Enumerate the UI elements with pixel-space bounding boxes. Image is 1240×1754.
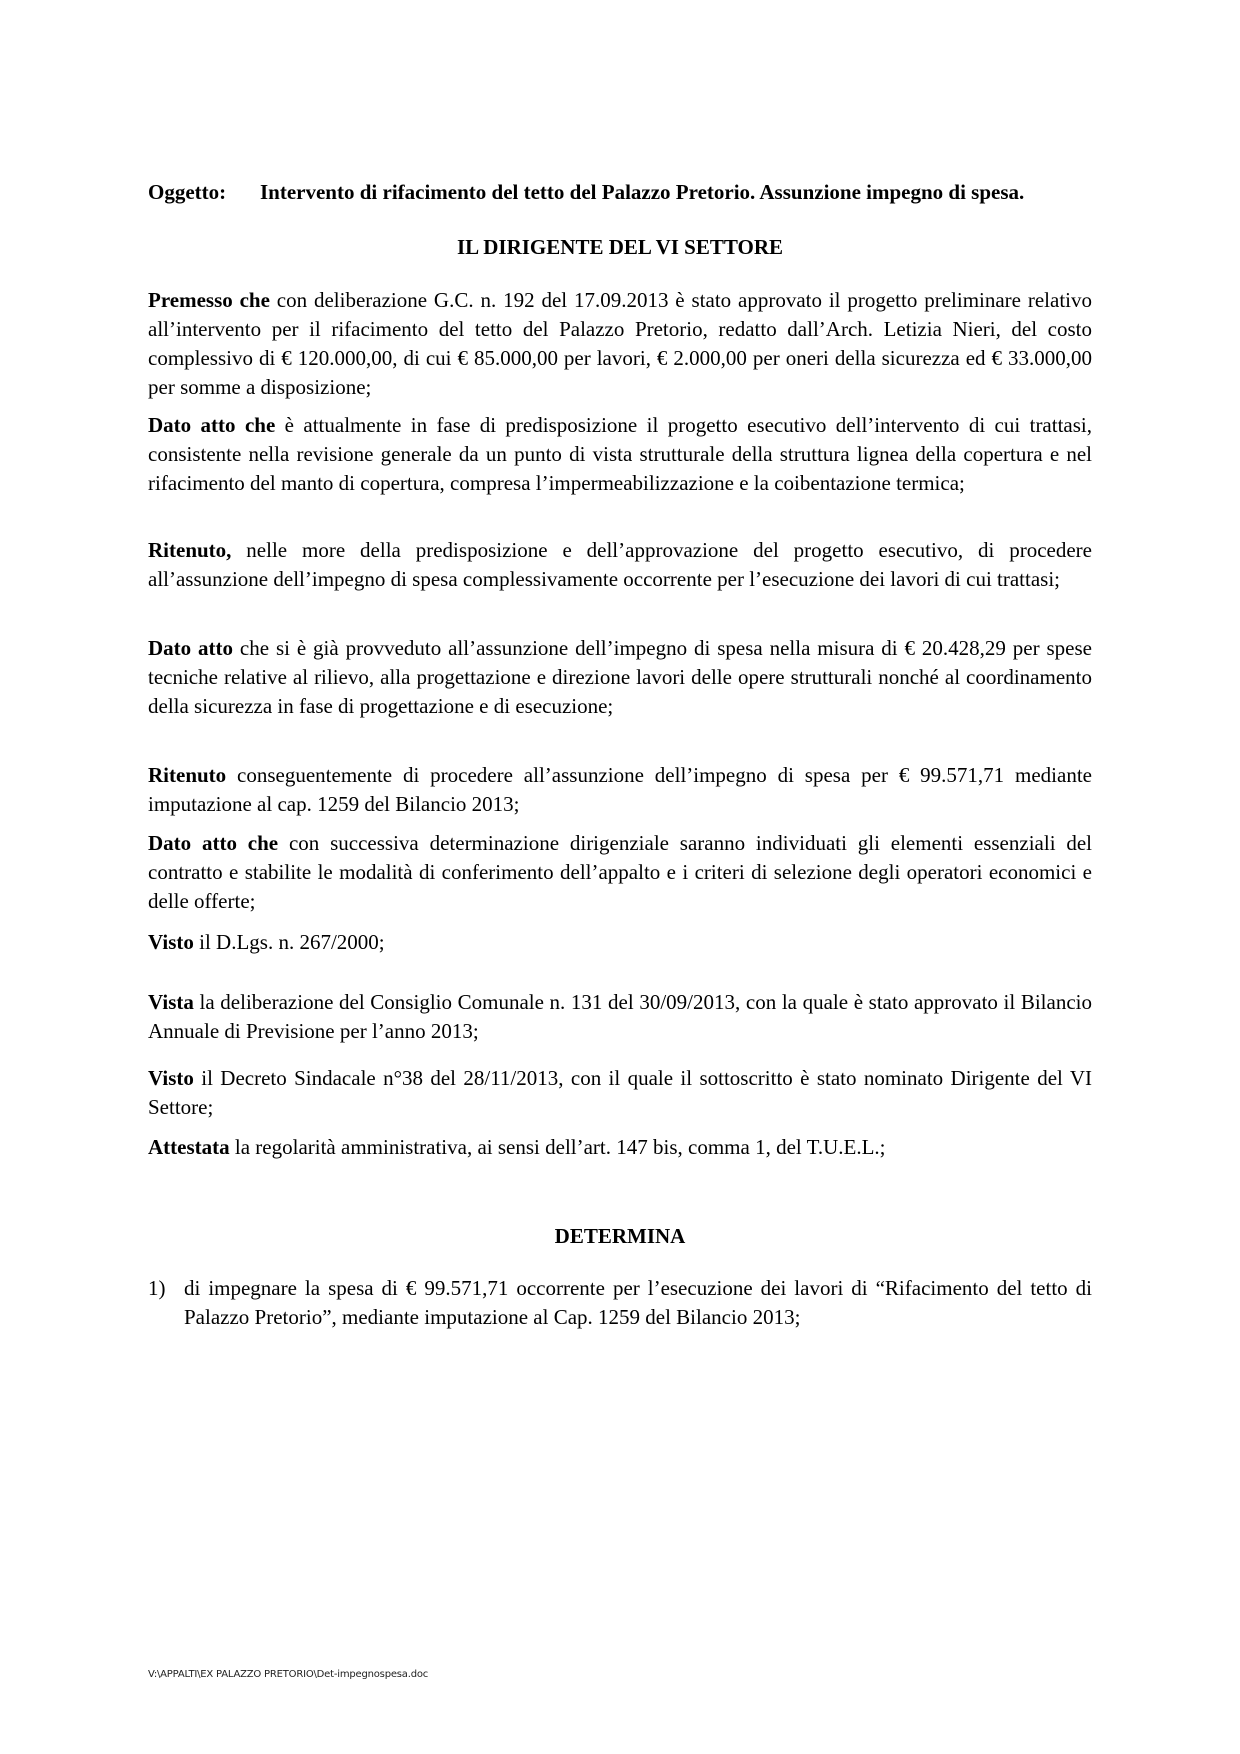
paragraph-dato-atto-1 — [148, 411, 1092, 498]
paragraph-text: con deliberazione G.C. n. 192 del 17.09.2013 è stato approvato il progetto preliminare relativo all’intervento per il rifacimento del tetto del Palazzo Pretorio, redatto dall’Arch. Letizia Nieri, del costo complessivo di € 120.000,00, di cui € 85.000,00 per lavori, € 2.000,00 per oneri della sicurezza ed € 33.000,00 per somme a disposizione; — [148, 288, 1092, 399]
paragraph-lead: Dato atto che — [148, 413, 276, 437]
subject-label: Oggetto: — [148, 180, 227, 204]
paragraph-ritenuto-1 — [148, 536, 1092, 594]
paragraph-lead: Dato atto — [148, 636, 234, 660]
paragraph-text: il D.Lgs. n. 267/2000; — [193, 930, 385, 954]
paragraph-visto-dlgs — [148, 928, 1092, 957]
paragraph-text: la regolarità amministrativa, ai sensi dell’art. 147 bis, comma 1, del T.U.E.L.; — [229, 1135, 886, 1159]
paragraph-ritenuto-2 — [148, 761, 1092, 819]
paragraph-vista-deliberazione — [148, 988, 1092, 1046]
determina-item-1 — [148, 1274, 1092, 1332]
paragraph-text: il Decreto Sindacale n°38 del 28/11/2013, con il quale il sottoscritto è stato nominato Dirigente del VI Settore; — [148, 1066, 1092, 1119]
footer-file-path: V:\APPALTI\EX PALAZZO PRETORIO\Det-impegnospesa.doc — [148, 1669, 429, 1680]
paragraph-lead: Visto — [148, 1066, 194, 1090]
paragraph-attestata — [148, 1133, 1092, 1162]
section-heading-dirigente: IL DIRIGENTE DEL VI SETTORE — [456, 235, 784, 259]
paragraph-lead: Ritenuto, — [148, 538, 232, 562]
paragraph-text: con successiva determinazione dirigenziale saranno individuati gli elementi essenziali del contratto e stabilite le modalità di conferimento dell’appalto e i criteri di selezione degli operatori economici e delle offerte; — [148, 831, 1093, 913]
list-text: di impegnare la spesa di € 99.571,71 occorrente per l’esecuzione dei lavori di “Rifacimento del tetto di Palazzo Pretorio”, mediante imputazione al Cap. 1259 del Bilancio 2013; — [184, 1276, 1092, 1329]
paragraph-text: nelle more della predisposizione e dell’approvazione del progetto esecutivo, di procedere all’assunzione dell’impegno di spesa complessivamente occorrente per l’esecuzione dei lavori di cui trattasi; — [148, 538, 1092, 591]
paragraph-text: è attualmente in fase di predisposizione il progetto esecutivo dell’intervento di cui trattasi, consistente nella revisione generale da un punto di vista strutturale della struttura lignea della copertura e nel rifacimento del manto di copertura, compresa l’impermeabilizzazione e la coibentazione termica; — [148, 413, 1092, 495]
paragraph-premesso — [148, 286, 1092, 402]
list-marker: 1) — [148, 1276, 166, 1300]
paragraph-dato-atto-3 — [148, 829, 1092, 916]
paragraph-text: conseguentemente di procedere all’assunzione dell’impegno di spesa per € 99.571,71 mediante imputazione al cap. 1259 del Bilancio 2013; — [148, 763, 1092, 816]
paragraph-text: che si è già provveduto all’assunzione dell’impegno di spesa nella misura di € 20.428,29 per spese tecniche relative al rilievo, alla progettazione e direzione lavori delle opere strutturali nonché al coordinamento della sicurezza in fase di progettazione e di esecuzione; — [148, 636, 1092, 718]
paragraph-lead: Ritenuto — [148, 763, 227, 787]
subject-line — [148, 178, 1092, 207]
paragraph-lead: Visto — [148, 930, 194, 954]
section-heading-determina: DETERMINA — [554, 1224, 686, 1248]
paragraph-visto-decreto — [148, 1064, 1092, 1122]
paragraph-lead: Vista — [148, 990, 194, 1014]
paragraph-lead: Attestata — [148, 1135, 230, 1159]
paragraph-lead: Dato atto che — [148, 831, 279, 855]
paragraph-dato-atto-2 — [148, 634, 1092, 721]
paragraph-text: la deliberazione del Consiglio Comunale n. 131 del 30/09/2013, con la quale è stato approvato il Bilancio Annuale di Previsione per l’anno 2013; — [148, 990, 1092, 1043]
subject-text: Intervento di rifacimento del tetto del Palazzo Pretorio. Assunzione impegno di spesa. — [260, 180, 1025, 204]
paragraph-lead: Premesso che — [148, 288, 270, 312]
